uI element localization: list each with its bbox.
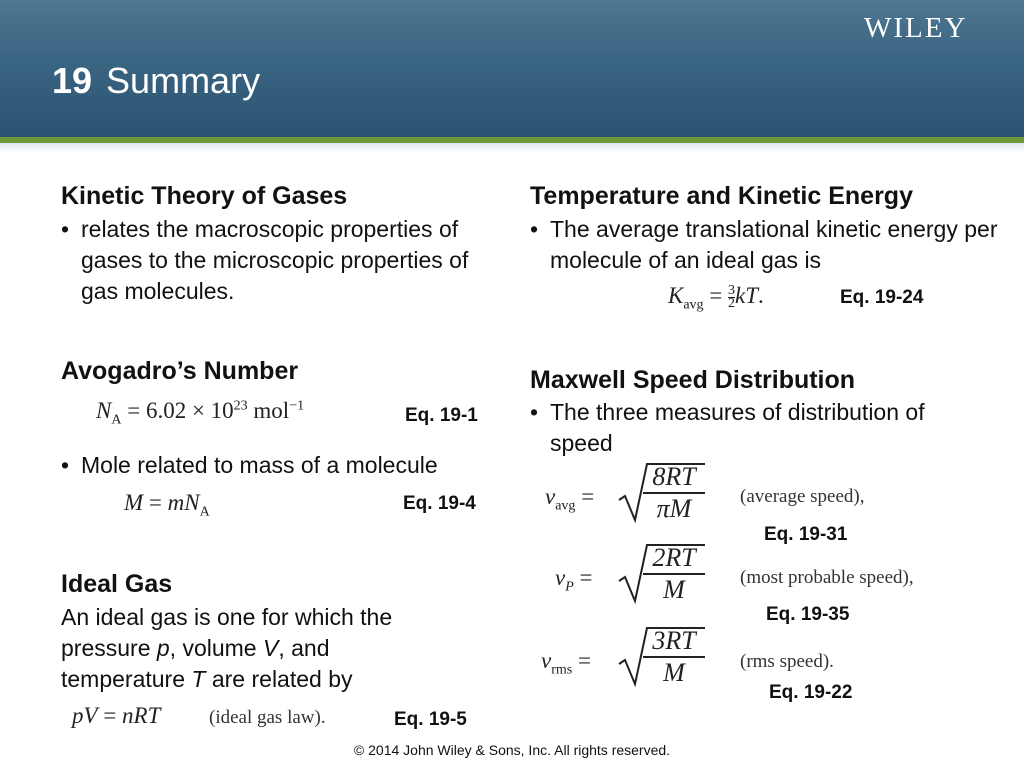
kavg-equation: $K_{avg}$ = $\frac{3}{2}$ kT. [668, 283, 764, 313]
v-p-symbol: $v_P$ = [555, 565, 593, 595]
mole-mass-bullet: • Mole related to mass of a molecule [61, 450, 521, 481]
eq-19-22-label: Eq. 19-22 [769, 682, 853, 703]
avogadro-equation: $N_A = 6.02 \times 10^{23}$ mol$^{-1}$ [96, 398, 305, 428]
v-p-note: (most probable speed), [740, 567, 914, 588]
eq-19-5-label: Eq. 19-5 [394, 709, 467, 730]
ideal-gas-text: An ideal gas is one for which the pressure p, volume V, and temperature T are related by [61, 604, 393, 692]
wiley-logo: WILEY [864, 12, 968, 44]
v-rms-fraction: $\frac{3RT}{M}$ [643, 626, 705, 688]
v-avg-symbol: $v_{avg}$ = [545, 484, 595, 514]
v-rms-symbol: $v_{rms}$ = [541, 648, 591, 678]
avogadro-heading: Avogadro’s Number [61, 357, 299, 385]
v-p-fraction: $\frac{2RT}{M}$ [643, 543, 705, 605]
chapter-number: 19 [52, 60, 93, 101]
eq-19-1-label: Eq. 19-1 [405, 405, 478, 426]
v-rms-note: (rms speed). [740, 651, 834, 672]
banner-shadow [0, 143, 1024, 153]
eq-19-4-label: Eq. 19-4 [403, 493, 476, 514]
v-avg-note: (average speed), [740, 486, 865, 507]
temperature-ke-bullet: • The average translational kinetic energy per molecule of an ideal gas is [530, 214, 1024, 276]
maxwell-heading: Maxwell Speed Distribution [530, 366, 856, 394]
kinetic-theory-heading: Kinetic Theory of Gases [61, 182, 348, 210]
ideal-gas-law-equation: pV = nRT [72, 703, 161, 728]
temperature-ke-heading: Temperature and Kinetic Energy [530, 182, 913, 210]
slide-title [52, 60, 260, 102]
kinetic-theory-bullet: • relates the macroscopic properties of gases to the microscopic properties of gas molecules. [61, 214, 511, 307]
maxwell-bullet: • The three measures of distribution of speed [530, 397, 970, 459]
eq-19-24-label: Eq. 19-24 [840, 287, 924, 308]
ideal-gas-heading: Ideal Gas [61, 570, 173, 598]
ideal-gas-law-note: (ideal gas law). [209, 707, 326, 728]
molar-mass-equation: $M = mN_A$ [124, 490, 210, 520]
v-avg-fraction: $\frac{8RT}{\pi M}$ [643, 462, 705, 524]
eq-19-35-label: Eq. 19-35 [766, 604, 850, 625]
copyright-footer: © 2014 John Wiley & Sons, Inc. All rights reserved. [353, 742, 671, 758]
eq-19-31-label: Eq. 19-31 [764, 524, 848, 545]
slide-title-text: Summary [106, 60, 261, 101]
